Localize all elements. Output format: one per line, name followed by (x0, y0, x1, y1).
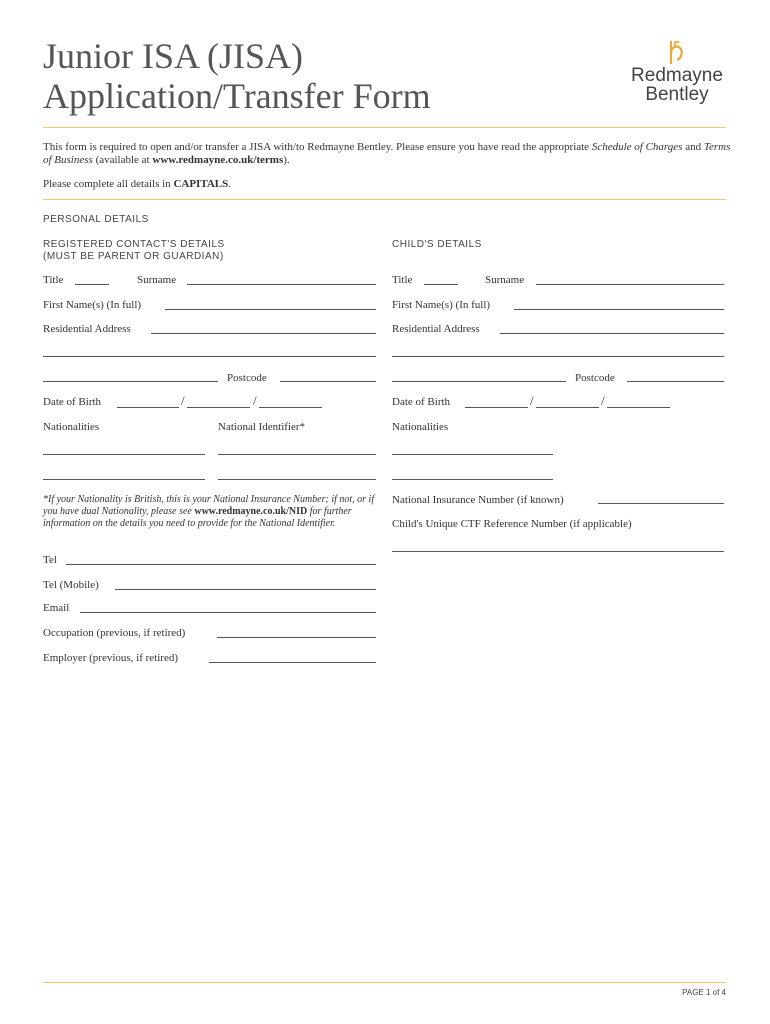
contact-dob-slash-1: / (181, 393, 185, 408)
form-title-line2: Application/Transfer Form (43, 76, 431, 116)
child-dob-slash-2: / (601, 393, 605, 408)
contact-details-heading (43, 239, 225, 263)
contact-title-label: Title (43, 274, 64, 286)
form-title (43, 36, 431, 116)
employer-field[interactable] (209, 662, 376, 663)
contact-first-names-label: First Name(s) (In full) (43, 299, 142, 311)
contact-nationality-field-2[interactable] (43, 479, 205, 480)
child-dob-year-field[interactable] (607, 407, 670, 408)
child-postcode-label: Postcode (575, 372, 615, 384)
child-details-heading: CHILD'S DETAILS (392, 239, 482, 250)
header-divider (43, 127, 726, 128)
contact-surname-label: Surname (137, 274, 177, 286)
email-field[interactable] (80, 612, 376, 613)
caps-suffix: . (228, 178, 231, 190)
national-identifier-note (43, 494, 377, 530)
form-title-line1: Junior ISA (JISA) (43, 36, 304, 76)
child-address-label: Residential Address (392, 323, 480, 335)
contact-address-field-2[interactable] (43, 356, 376, 357)
child-first-names-field[interactable] (514, 309, 724, 310)
tel-mobile-label: Tel (Mobile) (43, 579, 99, 591)
child-address-field-1[interactable] (500, 333, 724, 334)
child-title-label: Title (392, 274, 413, 286)
child-dob-slash-1: / (530, 393, 534, 408)
child-dob-month-field[interactable] (536, 407, 599, 408)
contact-nationalities-label: Nationalities (43, 421, 100, 433)
tel-label: Tel (43, 554, 57, 566)
note-text1: *If your Nationality is British, this is your National Insurance Number; if not, or if you have dual Nationality, please see (43, 494, 375, 517)
company-logo (622, 40, 732, 104)
contact-postcode-label: Postcode (227, 372, 267, 384)
child-address-field-3[interactable] (392, 381, 566, 382)
rb-logo-mark-icon (666, 40, 688, 66)
child-dob-day-field[interactable] (465, 407, 528, 408)
contact-nationality-field-1[interactable] (43, 454, 205, 455)
occupation-label: Occupation (previous, if retired) (43, 627, 186, 639)
tel-mobile-field[interactable] (115, 589, 376, 590)
child-title-field[interactable] (424, 284, 458, 285)
contact-dob-label: Date of Birth (43, 396, 102, 408)
child-dob-label: Date of Birth (392, 396, 451, 408)
ctf-ref-label: Child's Unique CTF Reference Number (if applicable) (392, 518, 632, 530)
child-nationality-field-1[interactable] (392, 454, 553, 455)
contact-dob-year-field[interactable] (259, 407, 322, 408)
child-postcode-field[interactable] (627, 381, 724, 382)
logo-text-line1: Redmayne (631, 65, 723, 86)
employer-label: Employer (previous, if retired) (43, 652, 179, 664)
national-identifier-field-2[interactable] (218, 479, 376, 480)
personal-details-heading: PERSONAL DETAILS (43, 214, 149, 225)
national-identifier-label: National Identifier* (218, 421, 306, 433)
contact-address-label: Residential Address (43, 323, 131, 335)
tel-field[interactable] (66, 564, 376, 565)
email-label: Email (43, 602, 70, 614)
page-number: PAGE 1 of 4 (682, 988, 726, 997)
contact-title-field[interactable] (75, 284, 109, 285)
contact-surname-field[interactable] (187, 284, 376, 285)
caps-word: CAPITALS (173, 178, 229, 190)
contact-dob-slash-2: / (253, 393, 257, 408)
terms-url-link[interactable]: www.redmayne.co.uk/terms (152, 154, 284, 166)
child-surname-label: Surname (485, 274, 525, 286)
ni-number-field[interactable] (598, 503, 724, 504)
note-text2: for further information on the details you need to provide for the National Identifier. (43, 506, 352, 529)
contact-heading-line1: REGISTERED CONTACT'S DETAILS (43, 239, 225, 250)
intro-close: ). (283, 154, 290, 166)
contact-first-names-field[interactable] (165, 309, 376, 310)
schedule-of-charges-ref: Schedule of Charges (591, 141, 683, 153)
occupation-field[interactable] (217, 637, 376, 638)
contact-heading-line2: (MUST BE PARENT OR GUARDIAN) (43, 251, 224, 262)
child-nationality-field-2[interactable] (392, 479, 553, 480)
national-identifier-field-1[interactable] (218, 454, 376, 455)
terms-of-business-ref: Terms of Business (43, 141, 731, 166)
ctf-ref-field[interactable] (392, 551, 724, 552)
contact-dob-day-field[interactable] (117, 407, 179, 408)
intro-divider (43, 199, 726, 200)
child-address-field-2[interactable] (392, 356, 724, 357)
ni-number-label: National Insurance Number (if known) (392, 494, 564, 506)
intro-paragraph (43, 141, 733, 167)
contact-address-field-3[interactable] (43, 381, 218, 382)
child-nationalities-label: Nationalities (392, 421, 449, 433)
contact-postcode-field[interactable] (280, 381, 376, 382)
contact-address-field-1[interactable] (151, 333, 376, 334)
caps-prefix: Please complete all details in (43, 178, 174, 190)
footer-divider (43, 982, 726, 983)
intro-and: and (682, 141, 704, 153)
capitals-instruction (43, 178, 231, 190)
nid-url-link[interactable]: www.redmayne.co.uk/NID (194, 506, 308, 517)
logo-text-line2: Bentley (645, 84, 709, 105)
intro-text: This form is required to open and/or transfer a JISA with/to Redmayne Bentley. Please ensure you have read the appropriate (43, 141, 592, 153)
intro-available: (available at (92, 154, 153, 166)
child-surname-field[interactable] (536, 284, 724, 285)
child-first-names-label: First Name(s) (In full) (392, 299, 491, 311)
contact-dob-month-field[interactable] (187, 407, 250, 408)
